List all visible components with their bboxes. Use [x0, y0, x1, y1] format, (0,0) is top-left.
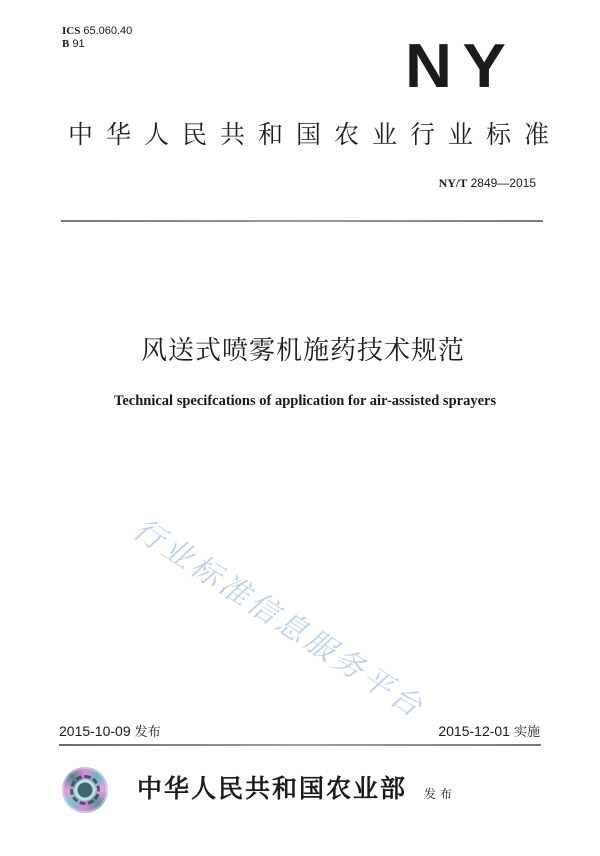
publisher-name: 中华人民共和国农业部 [137, 774, 408, 803]
issue-date-value: 2015-10-09 [59, 723, 131, 739]
implementation-date-label: 实施 [513, 725, 540, 740]
document-title-en: Technical specifcations of application for air-assisted sprayers [114, 393, 497, 409]
standard-number-value: 2849—2015 [470, 176, 536, 190]
ministry-emblem-icon [62, 767, 108, 813]
classification-codes [62, 25, 132, 51]
top-divider [61, 220, 543, 222]
ny-logo: NY [405, 32, 517, 101]
ccs-label: B [62, 38, 70, 50]
standard-number [439, 176, 536, 191]
watermark: 行业标准信息服务平台 [126, 511, 431, 727]
document-title-zh: 风送式喷雾机施药技术规范 [141, 336, 466, 366]
issue-date-label: 发布 [134, 725, 161, 740]
ics-value: 65.060.40 [83, 25, 133, 37]
standard-prefix: NY/T [438, 176, 468, 190]
implementation-date-value: 2015-12-01 [438, 723, 510, 739]
ics-label: ICS [62, 25, 81, 37]
issue-date [59, 722, 161, 742]
publisher-suffix: 发布 [424, 787, 457, 801]
ics-code [62, 25, 132, 38]
ccs-code [62, 38, 132, 51]
implementation-date [438, 722, 540, 742]
ccs-value: 91 [72, 38, 85, 50]
header-title: 中华人民共和国农业行业标准 [68, 120, 563, 149]
bottom-divider [59, 744, 541, 746]
